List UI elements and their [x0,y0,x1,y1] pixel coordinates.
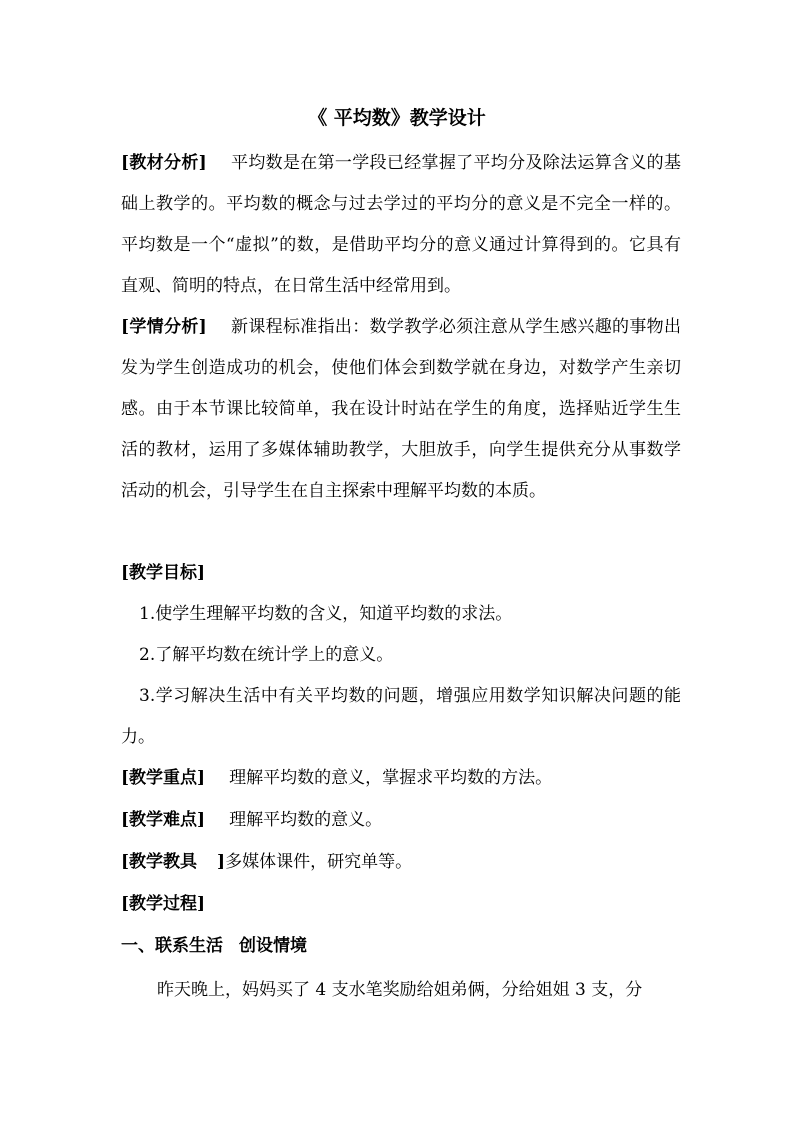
difficulty-text: 理解平均数的意义。 [229,810,383,830]
difficulty-paragraph [121,800,681,841]
goal-item-2: 2.了解平均数在统计学上的意义。 [139,645,394,665]
goal-item-1: 1.使学生理解平均数的含义，知道平均数的求法。 [139,604,513,624]
tools-label: [教学教具 [121,852,198,872]
part1-text: 昨天晚上，妈妈买了 4 支水笔奖励给姐弟俩，分给姐姐 3 支，分 [157,980,643,1000]
part1-heading-a: 一、联系生活 [121,936,223,956]
teaching-goals-label: [教学目标] [121,563,206,583]
key-point-text: 理解平均数的意义，掌握求平均数的方法。 [229,768,553,788]
difficulty-label: [教学难点] [121,810,206,830]
key-point-label: [教学重点] [121,768,206,788]
material-analysis-label: [教材分析] [121,153,207,173]
part1-heading-b: 创设情境 [239,936,307,956]
student-analysis-label: [学情分析] [121,317,207,337]
student-analysis-paragraph [121,307,681,512]
goal-item-3: 3.学习解决生活中有关平均数的问题，增强应用数学知识解决问题的能力。 [121,686,681,747]
material-analysis-text: 平均数是在第一学段已经掌握了平均分及除法运算含义的基础上教学的。平均数的概念与过去学过的平均分的意义是不完全一样的。平均数是一个“虚拟”的数，是借助平均分的意义通过计算得到的。它具有直观、简明的特点，在日常生活中经常用到。 [121,153,681,296]
page-title: 《 平均数》教学设计 [308,107,486,129]
material-analysis-paragraph [121,143,681,307]
part1-heading [121,926,307,967]
key-point-paragraph [121,758,681,799]
tools-paragraph [121,842,681,883]
teaching-process-label: [教学过程] [121,894,206,914]
tools-label-close: ] [217,852,226,872]
tools-text: 多媒体课件，研究单等。 [225,852,413,872]
student-analysis-text: 新课程标准指出：数学教学必须注意从学生感兴趣的事物出发为学生创造成功的机会，使他们体会到数学就在身边，对数学产生亲切感。由于本节课比较简单，我在设计时站在学生的角度，选择贴近学生生活的教材，运用了多媒体辅助教学，大胆放手，向学生提供充分从事数学活动的机会，引导学生在自主探索中理解平均数的本质。 [121,317,681,501]
